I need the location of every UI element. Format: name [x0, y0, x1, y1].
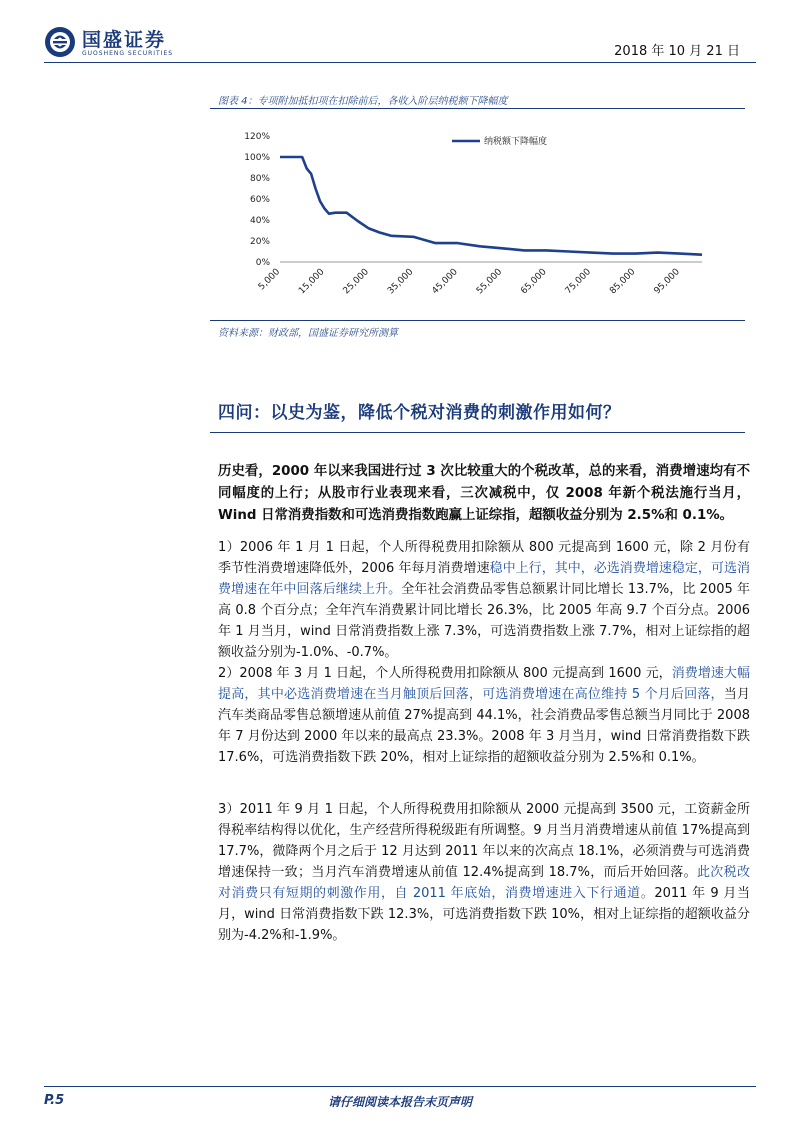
figure-bottom-divider: [210, 320, 745, 321]
p2-text-a: 2）2008 年 3 月 1 日起，个人所得税费用扣除额从 800 元提高到 1600 元，: [218, 666, 672, 681]
footer-disclaimer: 请仔细阅读本报告末页声明: [327, 1095, 472, 1109]
paragraph-2011-reform: [218, 799, 750, 946]
legend-label: 纳税额下降幅度: [484, 137, 548, 147]
y-tick-label: 100%: [244, 153, 270, 163]
paragraph-2006-reform: [218, 537, 750, 663]
summary-paragraph: 历史看，2000 年以来我国进行过 3 次比较重大的个税改革，总的来看，消费增速均有不同幅度的上行；从股市行业表现来看，三次减税中，仅 2008 年新个税法施行当月，Wind 日常消费指数和可选消费指数跑赢上证综指，超额收益分别为 2.5%和 0.1%。: [218, 464, 750, 523]
y-tick-label: 40%: [249, 216, 270, 226]
x-tick-label: 55,000: [474, 267, 505, 297]
p3-highlight: 此次税改对消费只有短期的刺激作用，自 2011 年底始，消费增速进入下行通道。: [218, 865, 750, 901]
x-tick-label: 75,000: [563, 267, 594, 297]
y-tick-label: 120%: [244, 132, 270, 142]
figure-source: 资料来源：财政部，国盛证券研究所测算: [218, 328, 398, 339]
x-tick-label: 45,000: [430, 267, 460, 297]
page-number: P.5: [44, 1093, 65, 1108]
chart-legend: [452, 135, 547, 147]
company-name: 国盛证券: [82, 29, 167, 51]
x-tick-label: 5,000: [256, 267, 283, 293]
footer-divider: [44, 1086, 756, 1087]
header-divider: [44, 62, 756, 63]
p2-text-b: 当月汽车类商品零售总额增速从前值 27%提高到 44.1%，社会消费品零售总额当月同比于 2008 年 7 月份达到 2000 年以来的最高点 23.3%。2008 年 3 月当月，wind 日常消费指数下跌 17.6%，可选消费指数下跌 20%，相对上证综指的超额收益分别为 2.5%和 0.1%。: [218, 687, 750, 765]
x-tick-label: 25,000: [341, 267, 371, 297]
p3-text-b: 2011 年 9 月当月，wind 日常消费指数下跌 12.3%，可选消费指数下跌 10%，相对上证综指的超额收益分别为-4.2%和-1.9%。: [218, 886, 750, 943]
p1-text-a: 1）2006 年 1 月 1 日起，个人所得税费用扣除额从 800 元提高到 1600 元，除 2 月份有季节性消费增速降低外，2006 年每月消费增速: [218, 540, 750, 576]
paragraph-2008-reform: [218, 663, 750, 768]
report-date: 2018 年 10 月 21 日: [614, 44, 740, 59]
x-tick-label: 35,000: [386, 267, 416, 297]
p1-highlight: 稳中上行，其中，必选消费增速稳定，可选消费增速在年中回落后继续上升。: [218, 561, 750, 597]
p3-text-a: 3）2011 年 9 月 1 日起，个人所得税费用扣除额从 2000 元提高到 3500 元，工资薪金所得税率结构得以优化，生产经营所得税级距有所调整。9 月当月消费增速从前值 17%提高到 17.7%，微降两个月之后于 12 月达到 2011 年以来的次高点 18.1%，必须消费与可选消费增速保持一致；当月汽车消费增速从前值 12.4%提高到 18.7%，而后开始回落。: [218, 802, 750, 880]
x-tick-label: 15,000: [297, 267, 327, 297]
y-tick-label: 0%: [255, 258, 270, 268]
series-line-tax-decline: [280, 157, 702, 255]
x-tick-label: 85,000: [608, 267, 638, 297]
logo-icon: [44, 26, 76, 58]
x-tick-label: 65,000: [519, 267, 549, 297]
p1-text-b: 全年社会消费品零售总额累计同比增长 13.7%，比 2005 年高 0.8 个百分点；全年汽车消费累计同比增长 26.3%，比 2005 年高 9.7 个百分点。2006 年 1 月当月，wind 日常消费指数上涨 7.3%，可选消费指数上涨 7.7%，相对上证综指的超额收益分别为-1.0%、-0.7%。: [218, 582, 750, 660]
figure-caption: 图表 4：专项附加抵扣项在扣除前后，各收入阶层纳税额下降幅度: [218, 96, 508, 107]
tax-decline-chart: [210, 112, 745, 317]
y-tick-label: 60%: [249, 195, 270, 205]
y-tick-label: 80%: [249, 174, 270, 184]
p2-highlight: 消费增速大幅提高，其中必选消费增速在当月触顶后回落，可选消费增速在高位维持 5 个月后回落，: [218, 666, 750, 702]
section-title: 四问：以史为鉴，降低个税对消费的刺激作用如何？: [218, 403, 621, 423]
y-tick-label: 20%: [249, 237, 270, 247]
y-axis-labels: [244, 132, 270, 268]
section-divider: [210, 432, 745, 433]
x-tick-label: 95,000: [652, 267, 682, 297]
x-axis-labels: [257, 267, 682, 297]
figure-top-divider: [210, 108, 745, 109]
company-subtitle: GUOSHENG SECURITIES: [82, 50, 174, 57]
